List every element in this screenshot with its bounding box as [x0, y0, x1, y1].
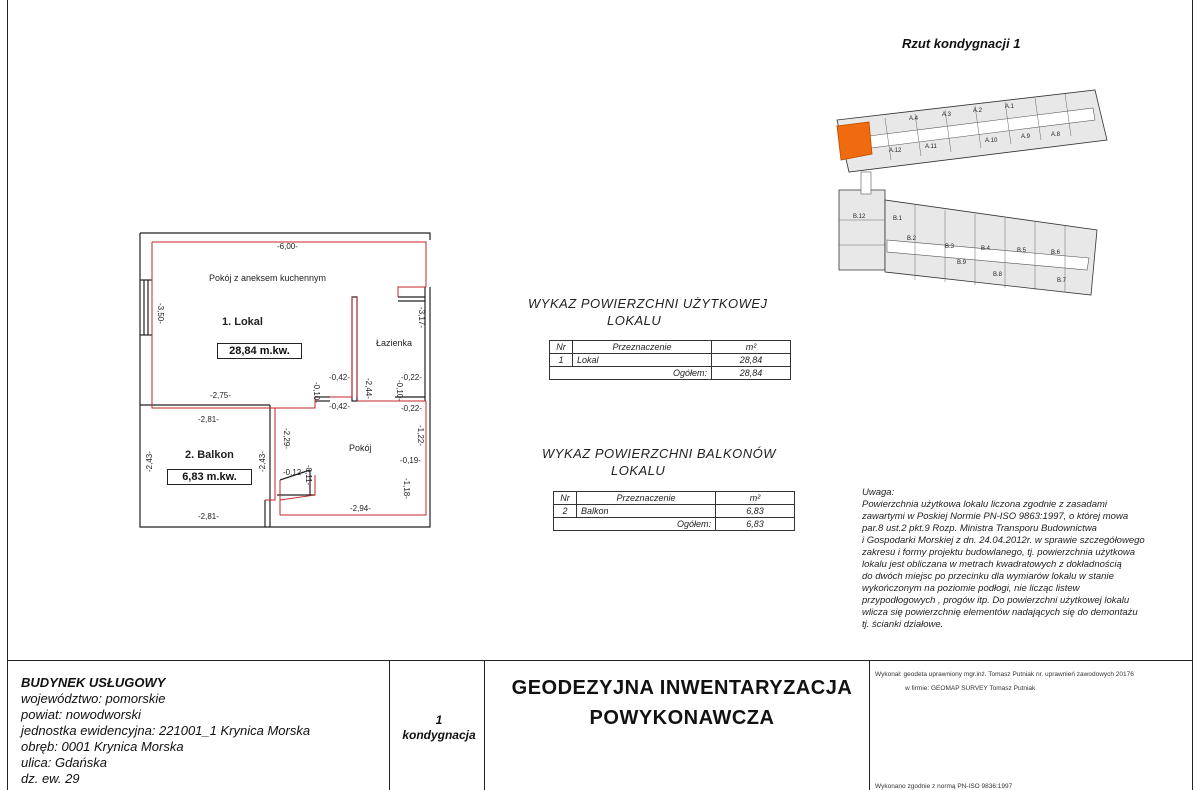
site-plan: [825, 80, 1110, 305]
note-line: lokalu jest obliczana w metrach kwadratowych z dokładnością: [862, 559, 1122, 570]
note-line: i Gospodarki Morskiej z dn. 24.04.2012r. w sprawie szczegółowego: [862, 535, 1145, 546]
note-line: Powierzchnia użytkowa lokalu liczona zgodnie z zasadami: [862, 499, 1108, 510]
table-uzytkowa-title-1: WYKAZ POWIERZCHNI UŻYTKOWEJ: [528, 296, 768, 311]
header-nr: Nr: [554, 492, 577, 505]
dim-label: -0,11-: [304, 465, 313, 486]
note-line: wlicza się powierzchnię elementów nadających się do demontażu: [862, 607, 1138, 618]
powiat: powiat: nowodworski: [21, 707, 141, 722]
site-label: B.1: [893, 216, 903, 222]
company-info: w firmie: GEOMAP SURVEY Tomasz Putniak: [905, 685, 1036, 692]
dim-label: -0,10-: [312, 382, 321, 403]
dim-label: -2,81-: [198, 512, 219, 521]
site-label: B.4: [981, 246, 991, 252]
ulica: ulica: Gdańska: [21, 755, 107, 770]
site-label: A.3: [942, 112, 952, 118]
dim-label: -1,18-: [402, 478, 411, 499]
dzialka: dz. ew. 29: [21, 771, 80, 786]
site-label: B.12: [853, 214, 866, 220]
header-przeznaczenie: Przeznaczenie: [577, 492, 716, 505]
wojewodztwo: województwo: pomorskie: [21, 691, 166, 706]
note-line: zawartymi w Poskiej Normie PN-ISO 9863:1997, o której mowa: [862, 511, 1129, 522]
jednostka: jednostka ewidencyjna: 221001_1 Krynica Morska: [21, 723, 311, 738]
site-label: B.6: [1051, 250, 1061, 256]
site-label: A.9: [1021, 134, 1031, 140]
site-label: A.4: [909, 116, 919, 122]
cell-total-label: Ogółem:: [550, 367, 712, 380]
document-title-line2: POWYKONAWCZA: [589, 707, 775, 729]
dim-label: -2,81-: [198, 415, 219, 424]
lokal-area-box: 28,84 m.kw.: [217, 343, 302, 359]
note-line: zakresu i formy projektu budowlanego, tj. powierzchnia użytkowa: [862, 547, 1135, 558]
cell-total-label: Ogółem:: [554, 518, 716, 531]
dim-label: -0,10-: [395, 380, 404, 401]
balkon-area-box: 6,83 m.kw.: [167, 469, 252, 485]
site-label: B.5: [1017, 248, 1027, 254]
cell-nr: 2: [554, 505, 577, 518]
cell-przeznaczenie: Lokal: [573, 354, 712, 367]
site-label: B.2: [907, 236, 917, 242]
site-label: A.1: [1005, 104, 1015, 110]
dim-label: -0,42-: [329, 402, 350, 411]
dim-label: -2,43-: [145, 451, 154, 472]
site-label: A.12: [889, 148, 902, 154]
surveyor-info: Wykonał: geodeta uprawniony mgr.inż. Tomasz Putniak nr. uprawnień zawodowych 20176: [875, 671, 1134, 678]
header-nr: Nr: [550, 341, 573, 354]
cell-value: 28,84: [712, 354, 791, 367]
table-balkonow-title-1: WYKAZ POWIERZCHNI BALKONÓW: [542, 446, 777, 461]
dim-label: -2,94-: [350, 504, 371, 513]
document-title-line1: GEODEZYJNA INWENTARYZACJA: [511, 677, 853, 699]
note-line: wykończonym na poziomie podłogi, nie licząc listew: [862, 583, 1080, 594]
dim-label: -2,75-: [210, 391, 231, 400]
room-name-bathroom: Łazienka: [376, 338, 413, 348]
note-line: przypodłogowych , progów itp. Do powierzchni użytkowej lokalu: [862, 595, 1130, 606]
dim-label: -1,22-: [416, 425, 425, 446]
table-balkonow: [553, 491, 795, 531]
obreb: obręb: 0001 Krynica Morska: [21, 739, 184, 754]
floor-label: kondygnacja: [402, 728, 476, 742]
cell-przeznaczenie: Balkon: [577, 505, 716, 518]
table-uzytkowa-title-2: LOKALU: [607, 313, 662, 328]
dim-label: -3,50-: [156, 303, 165, 324]
dim-label: -0,22-: [401, 404, 422, 413]
dim-label: -0,12-: [283, 468, 304, 477]
dim-label: -2,43-: [258, 451, 267, 472]
note-title: Uwaga:: [862, 487, 895, 498]
note-block: [862, 487, 1192, 631]
note-line: tj. ścianki działowe.: [862, 619, 944, 630]
header-m2: m²: [716, 492, 795, 505]
dim-label: -0,19-: [400, 456, 421, 465]
cell-total-value: 6,83: [716, 518, 795, 531]
site-label: A.10: [985, 138, 998, 144]
site-label: A.2: [973, 108, 983, 114]
dim-label: -0,22-: [401, 373, 422, 382]
dim-label: -0,42-: [329, 373, 350, 382]
address-block: [21, 675, 310, 787]
dim-label: -2,44-: [364, 378, 373, 399]
note-line: do dwóch miejsc po przecinku dla wymiarów lokalu w stanie: [862, 571, 1114, 582]
table-uzytkowa: [549, 340, 791, 380]
table-balkonow-title-2: LOKALU: [611, 463, 666, 478]
dim-label: -6,00-: [277, 242, 298, 251]
room-name-room: Pokój: [349, 443, 372, 453]
header-przeznaczenie: Przeznaczenie: [573, 341, 712, 354]
document-title: [487, 673, 877, 733]
lokal-label: 1. Lokal: [222, 316, 263, 328]
site-label: B.9: [957, 260, 967, 266]
cell-total-value: 28,84: [712, 367, 791, 380]
cell-nr: 1: [550, 354, 573, 367]
highlighted-unit: [837, 122, 872, 160]
site-label: A.11: [925, 144, 937, 150]
cell-value: 6,83: [716, 505, 795, 518]
title-block: [7, 660, 1193, 790]
dim-label: -2,29-: [282, 428, 291, 449]
floor-number-block: [389, 713, 489, 743]
dim-label: -3,17-: [417, 307, 426, 328]
site-label: A.8: [1051, 132, 1061, 138]
building-type: BUDYNEK USŁUGOWY: [21, 675, 166, 690]
balkon-label: 2. Balkon: [185, 449, 234, 461]
site-label: B.3: [945, 244, 955, 250]
room-name-kitchen-living: Pokój z aneksem kuchennym: [209, 273, 327, 283]
floor-number: 1: [435, 713, 443, 727]
standard-info: Wykonano zgodnie z normą PN-ISO 9836:1997: [875, 783, 1013, 790]
site-label: B.7: [1057, 278, 1067, 284]
header-m2: m²: [712, 341, 791, 354]
note-line: par.8 ust.2 pkt.9 Rozp. Ministra Transporu Budownictwa: [862, 523, 1097, 534]
site-plan-title: Rzut kondygnacji 1: [902, 36, 1021, 51]
site-label: B.8: [993, 272, 1003, 278]
